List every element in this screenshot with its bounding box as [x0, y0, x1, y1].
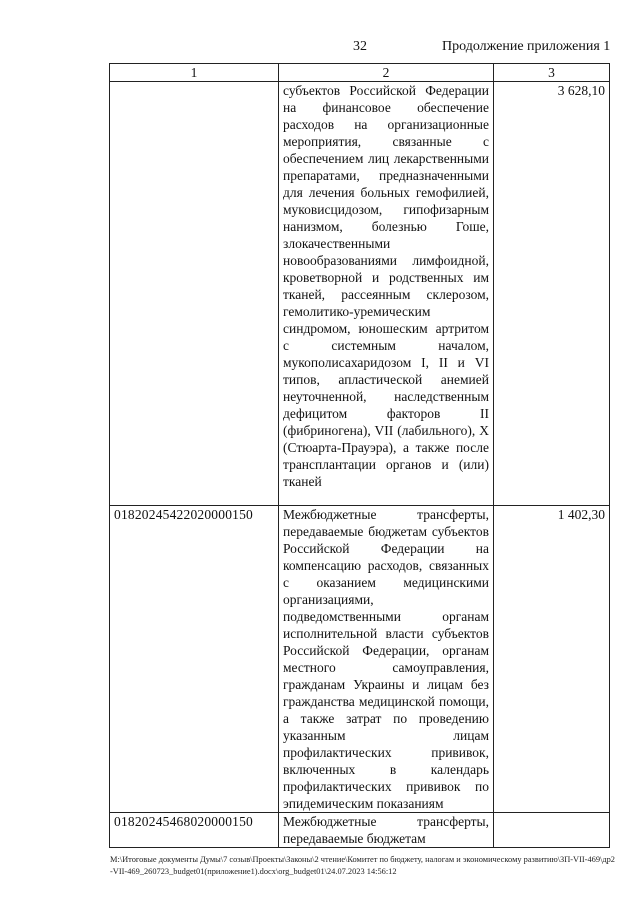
continuation-label: Продолжение приложения 1: [442, 39, 611, 54]
file-path-footer: M:\Итоговые документы Думы\7 созыв\Проекты\Законы\2 чтение\Комитет по бюджету, налогам и экономическому развитию\ЗП-VII-469\др2-VII-469_260723_budget01(приложение1).docx\org_budget01\24.07.2023 14:56:12: [110, 855, 615, 876]
budget-code: 01820245422020000150: [110, 506, 279, 813]
budget-code: 01820245468020000150: [110, 813, 279, 848]
table-row: [110, 506, 610, 813]
budget-code: [110, 82, 279, 506]
page-number: 32: [353, 39, 367, 54]
table-header-row: [110, 64, 610, 82]
budget-amount: 1 402,30: [494, 506, 610, 813]
budget-description: субъектов Российской Федерации на финансовое обеспечение расходов на организационные мероприятия, связанные с обеспечением лиц лекарственными препаратами, предназначенными для лечения больных гемофилией, муковисцидозом, гипофизарным нанизмом, болезнью Гоше, злокачественными новообразованиями лимфоидной, кроветворной и родственных им тканей, рассеянным склерозом, гемолитико-уремическим синдромом, юношеским артритом с системным началом, мукополисахаридозом I, II и VI типов, апластической анемией неуточненной, наследственным дефицитом факторов II (фибриногена), VII (лабильного), X (Стюарта-Прауэра), а также после трансплантации органов и (или) тканей: [279, 82, 494, 506]
budget-amount: [494, 813, 610, 848]
column-header: 2: [279, 64, 494, 82]
table-row: [110, 813, 610, 848]
budget-description: Межбюджетные трансферты, передаваемые бюджетам: [279, 813, 494, 848]
budget-description: Межбюджетные трансферты, передаваемые бюджетам субъектов Российской Федерации на компенсацию расходов, связанных с оказанием медицинскими организациями, подведомственными органам исполнительной власти субъектов Российской Федерации, органам местного самоуправления, гражданам Украины и лицам без гражданства медицинской помощи, а также затрат по проведению указанным лицам профилактических прививок, включенных в календарь профилактических прививок по эпидемическим показаниям: [279, 506, 494, 813]
budget-table: [109, 63, 610, 848]
budget-amount: 3 628,10: [494, 82, 610, 506]
column-header: 3: [494, 64, 610, 82]
column-header: 1: [110, 64, 279, 82]
table-row: [110, 82, 610, 506]
